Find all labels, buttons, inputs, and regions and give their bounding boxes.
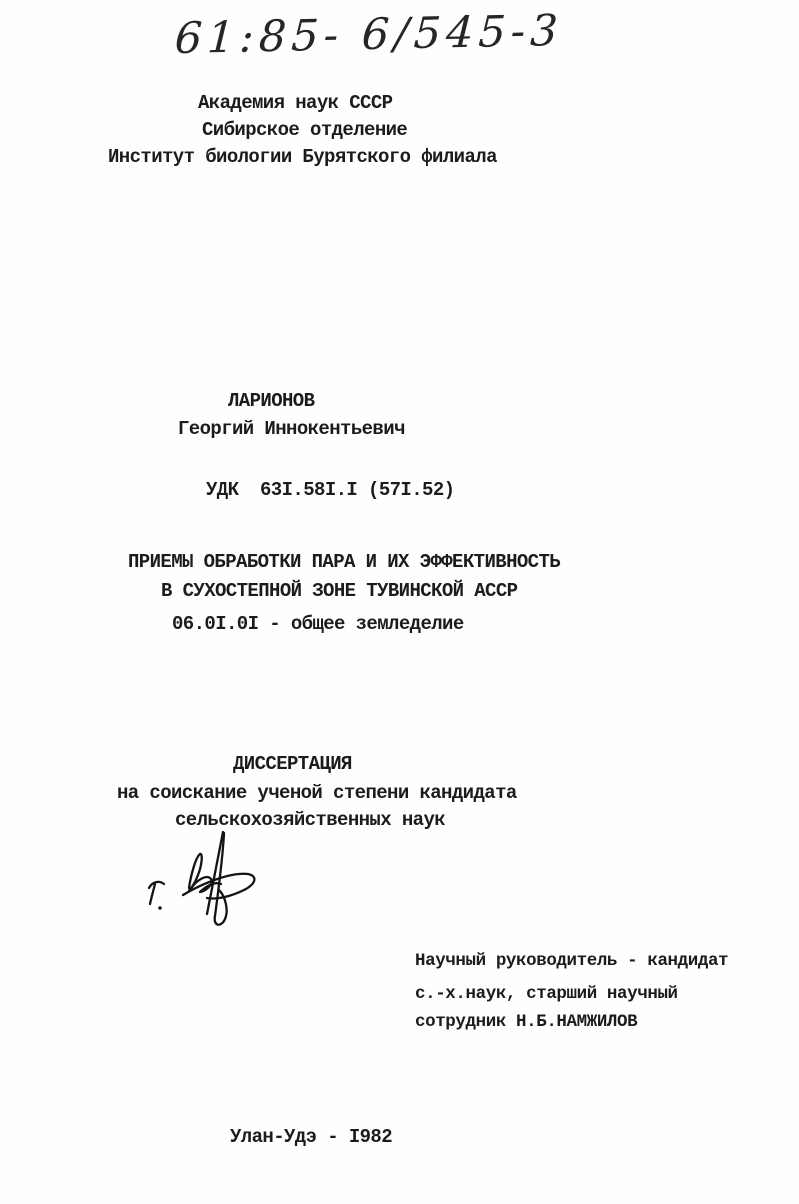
author-surname: ЛАРИОНОВ	[228, 390, 315, 412]
signature-stroke	[149, 882, 164, 888]
thesis-heading: ДИССЕРТАЦИЯ	[233, 753, 352, 775]
title-line-1: ПРИЕМЫ ОБРАБОТКИ ПАРА И ИХ ЭФФЕКТИВНОСТЬ	[128, 551, 561, 573]
city-year: Улан-Удэ - I982	[230, 1126, 393, 1148]
thesis-line-3: сельскохозяйственных наук	[175, 809, 446, 831]
title-line-2: В СУХОСТЕПНОЙ ЗОНЕ ТУВИНСКОЙ АССР	[161, 580, 518, 602]
catalog-number: 61:85- 6/545-3	[173, 5, 564, 65]
author-given-names: Георгий Иннокентьевич	[178, 418, 405, 440]
thesis-line-2: на соискание ученой степени кандидата	[117, 782, 517, 804]
signature-dot	[158, 906, 161, 909]
supervisor-line-3: сотрудник Н.Б.НАМЖИЛОВ	[415, 1012, 638, 1032]
institution-line-2: Сибирское отделение	[202, 119, 408, 141]
institution-line-3: Институт биологии Бурятского филиала	[108, 146, 497, 168]
supervisor-line-1: Научный руководитель - кандидат	[415, 951, 729, 971]
institution-line-1: Академия наук СССР	[198, 92, 393, 114]
supervisor-line-2: с.-х.наук, старший научный	[415, 984, 678, 1004]
handwritten-signature	[143, 830, 277, 934]
title-specialty: 06.0I.0I - общее земледелие	[172, 613, 464, 635]
udc-code: УДК 63I.58I.I (57I.52)	[206, 479, 455, 501]
